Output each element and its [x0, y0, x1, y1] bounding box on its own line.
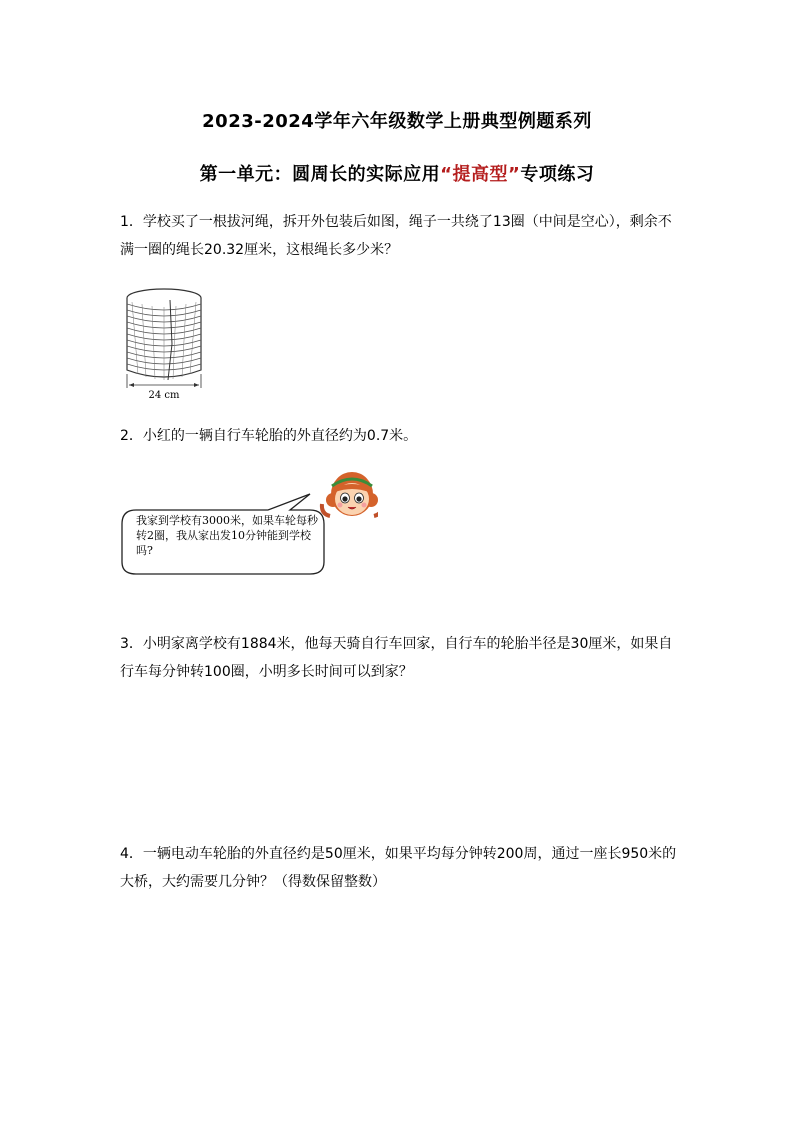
question-3: 3．小明家离学校有1884米，他每天骑自行车回家，自行车的轮胎半径是30厘米，如果自行车每分钟转100圈，小明多长时间可以到家？ [120, 636, 673, 680]
subtitle-prefix: 第一单元：圆周长的实际应用 [199, 164, 441, 185]
subtitle-suffix: 专项练习 [520, 164, 595, 185]
rope-coil-figure [118, 284, 210, 402]
question-2: 2．小红的一辆自行车轮胎的外直径约为0.7米。 [120, 428, 418, 444]
question-4: 4．一辆电动车轮胎的外直径约是50厘米，如果平均每分钟转200周，通过一座长950米的大桥，大约需要几分钟？（得数保留整数） [120, 846, 677, 890]
document-subtitle [0, 160, 794, 186]
subtitle-highlight: “提高型” [440, 164, 521, 185]
girl-avatar-icon [322, 472, 378, 516]
document-title: 2023-2024学年六年级数学上册典型例题系列 [202, 111, 592, 132]
question-1: 1．学校买了一根拔河绳，拆开外包装后如图，绳子一共绕了13圈（中间是空心），剩余不满一圈的绳长20.32厘米，这根绳长多少米？ [120, 214, 672, 258]
rope-width-label: 24 cm [148, 390, 180, 401]
speech-bubble-text: 我家到学校有3000米，如果车轮每秒转2圈，我从家出发10分钟能到学校吗? [136, 514, 318, 557]
